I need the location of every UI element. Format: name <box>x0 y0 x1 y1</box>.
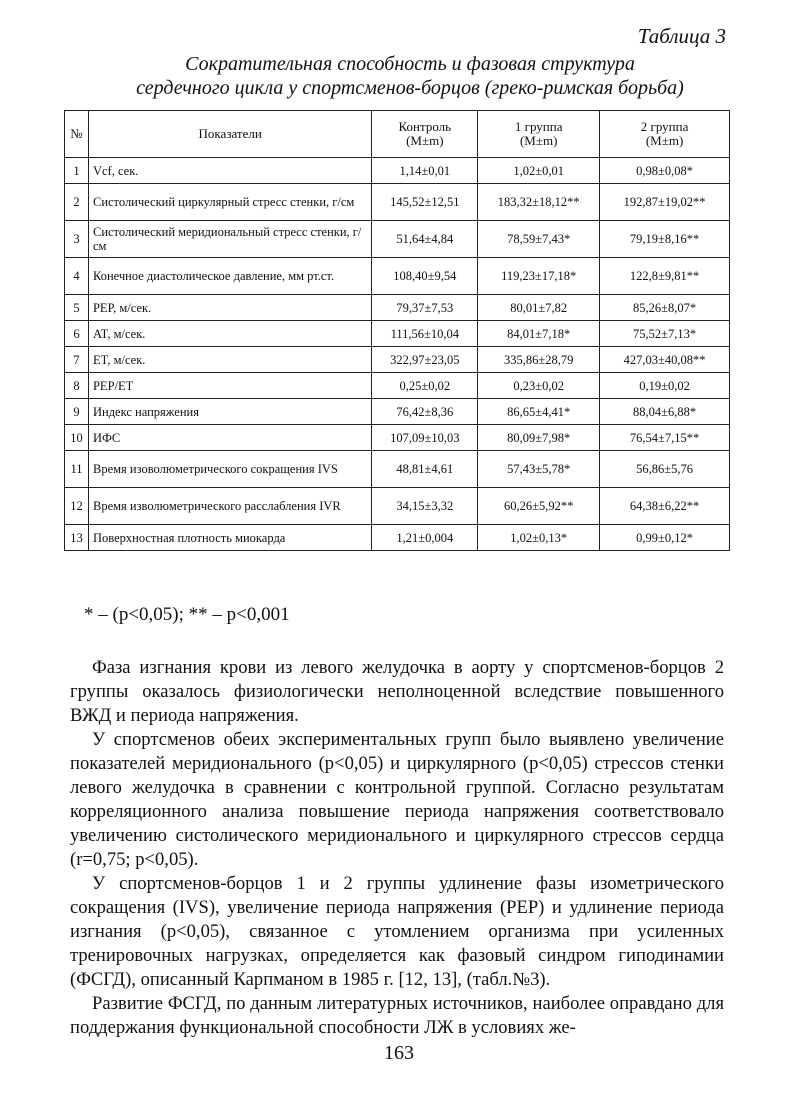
row-indicator: PEP/ET <box>88 373 371 399</box>
paragraph: У спортсменов-борцов 1 и 2 группы удлинение фазы изометрического сокращения (IVS), увеличение периода напряжения (PEP) и удлинение периода изгнания (p<0,05), связанное с утомлением организма при усиленных тренировочных нагрузках, определяется как фазовый синдром гиподинамии (ФСГД), описанный Карпманом в 1985 г. [12, 13], (табл.№3). <box>70 873 724 990</box>
row-number: 2 <box>65 184 89 221</box>
row-control-value: 0,25±0,02 <box>372 373 478 399</box>
row-number: 6 <box>65 321 89 347</box>
row-number: 11 <box>65 451 89 488</box>
row-group2-value: 85,26±8,07* <box>600 295 730 321</box>
row-indicator: ET, м/сек. <box>88 347 371 373</box>
row-control-value: 1,14±0,01 <box>372 158 478 184</box>
header-control-line: Контроль <box>398 119 452 134</box>
table-row <box>65 347 730 373</box>
table-row <box>65 451 730 488</box>
row-control-value: 111,56±10,04 <box>372 321 478 347</box>
row-indicator: Систолический циркулярный стресс стенки, г/см <box>88 184 371 221</box>
row-group1-value: 80,09±7,98* <box>478 425 600 451</box>
row-control-value: 107,09±10,03 <box>372 425 478 451</box>
table-number: Таблица 3 <box>637 24 726 48</box>
header-group2-line: (M±m) <box>645 133 684 148</box>
row-number: 12 <box>65 488 89 525</box>
row-group1-value: 57,43±5,78* <box>478 451 600 488</box>
row-group2-value: 56,86±5,76 <box>600 451 730 488</box>
header-group2 <box>600 111 730 158</box>
header-control-line: (M±m) <box>406 133 444 148</box>
table-row <box>65 525 730 551</box>
row-indicator: Конечное диастолическое давление, мм рт.ст. <box>88 258 371 295</box>
row-control-value: 145,52±12,51 <box>372 184 478 221</box>
row-indicator: AT, м/сек. <box>88 321 371 347</box>
row-group2-value: 0,19±0,02 <box>600 373 730 399</box>
row-group1-value: 86,65±4,41* <box>478 399 600 425</box>
row-number: 10 <box>65 425 89 451</box>
table-row <box>65 295 730 321</box>
table-header-row <box>65 111 730 158</box>
table-body <box>65 158 730 551</box>
header-control <box>372 111 478 158</box>
row-group2-value: 0,99±0,12* <box>600 525 730 551</box>
row-number: 9 <box>65 399 89 425</box>
row-indicator: Время изволюметрического расслабления IVR <box>88 488 371 525</box>
row-group2-value: 79,19±8,16** <box>600 221 730 258</box>
row-group2-value: 192,87±19,02** <box>600 184 730 221</box>
row-number: 5 <box>65 295 89 321</box>
row-indicator: PEP, м/сек. <box>88 295 371 321</box>
row-control-value: 48,81±4,61 <box>372 451 478 488</box>
row-control-value: 34,15±3,32 <box>372 488 478 525</box>
row-group1-value: 60,26±5,92** <box>478 488 600 525</box>
row-control-value: 79,37±7,53 <box>372 295 478 321</box>
body-text <box>70 656 724 1040</box>
table-row <box>65 321 730 347</box>
row-number: 1 <box>65 158 89 184</box>
row-indicator: Поверхностная плотность миокарда <box>88 525 371 551</box>
header-group2-line: 2 группа <box>640 119 689 134</box>
row-indicator: Время изоволюметрического сокращения IVS <box>88 451 371 488</box>
row-indicator: Индекс напряжения <box>88 399 371 425</box>
row-group2-value: 64,38±6,22** <box>600 488 730 525</box>
row-indicator: Vcf, сек. <box>88 158 371 184</box>
header-group1-line: 1 группа <box>514 119 563 134</box>
table-row <box>65 488 730 525</box>
page-number: 163 <box>384 1042 414 1064</box>
table-row <box>65 158 730 184</box>
row-group1-value: 183,32±18,12** <box>478 184 600 221</box>
row-group1-value: 80,01±7,82 <box>478 295 600 321</box>
row-group1-value: 84,01±7,18* <box>478 321 600 347</box>
row-number: 13 <box>65 525 89 551</box>
row-group1-value: 78,59±7,43* <box>478 221 600 258</box>
row-group1-value: 1,02±0,01 <box>478 158 600 184</box>
header-num: № <box>65 111 89 158</box>
table-row <box>65 258 730 295</box>
paragraph: Фаза изгнания крови из левого желудочка в аорту у спортсменов-борцов 2 группы оказалось физиологически неполноценной вследствие повышенного ВЖД и периода напряжения. <box>70 657 724 726</box>
footnote: * – (p<0,05); ** – p<0,001 <box>84 604 290 625</box>
row-indicator: Систолический меридиональный стресс стенки, г/см <box>88 221 371 258</box>
row-group2-value: 122,8±9,81** <box>600 258 730 295</box>
caption-line: сердечного цикла у спортсменов-борцов (греко-римская борьба) <box>136 77 684 99</box>
header-indicator: Показатели <box>88 111 371 158</box>
row-number: 3 <box>65 221 89 258</box>
header-group1-line: (M±m) <box>519 133 558 148</box>
row-indicator: ИФС <box>88 425 371 451</box>
table-row <box>65 184 730 221</box>
row-number: 8 <box>65 373 89 399</box>
paragraph: Развитие ФСГД, по данным литературных источников, наиболее оправдано для поддержания функциональной способности ЛЖ в условиях же- <box>70 993 724 1038</box>
table-row <box>65 221 730 258</box>
row-group2-value: 76,54±7,15** <box>600 425 730 451</box>
row-control-value: 51,64±4,84 <box>372 221 478 258</box>
table-row <box>65 425 730 451</box>
row-group2-value: 88,04±6,88* <box>600 399 730 425</box>
row-group1-value: 0,23±0,02 <box>478 373 600 399</box>
table-row <box>65 399 730 425</box>
results-table <box>64 110 730 551</box>
header-group1 <box>478 111 600 158</box>
row-group2-value: 427,03±40,08** <box>600 347 730 373</box>
row-number: 4 <box>65 258 89 295</box>
row-control-value: 76,42±8,36 <box>372 399 478 425</box>
row-group1-value: 1,02±0,13* <box>478 525 600 551</box>
paragraph: У спортсменов обеих экспериментальных групп было выявлено увеличение показателей меридионального (p<0,05) и циркулярного (p<0,05) стрессов стенки левого желудочка в сравнении с контрольной группой. Согласно результатам корреляционного анализа повышение периода напряжения соответствовало увеличению систолического меридионального и циркулярного стрессов сердца (r=0,75; p<0,05). <box>70 729 724 870</box>
row-group1-value: 335,86±28,79 <box>478 347 600 373</box>
row-number: 7 <box>65 347 89 373</box>
row-group1-value: 119,23±17,18* <box>478 258 600 295</box>
row-group2-value: 75,52±7,13* <box>600 321 730 347</box>
row-control-value: 322,97±23,05 <box>372 347 478 373</box>
row-group2-value: 0,98±0,08* <box>600 158 730 184</box>
row-control-value: 1,21±0,004 <box>372 525 478 551</box>
table-caption <box>90 52 730 100</box>
row-control-value: 108,40±9,54 <box>372 258 478 295</box>
caption-line: Сократительная способность и фазовая структура <box>185 53 635 75</box>
table-row <box>65 373 730 399</box>
